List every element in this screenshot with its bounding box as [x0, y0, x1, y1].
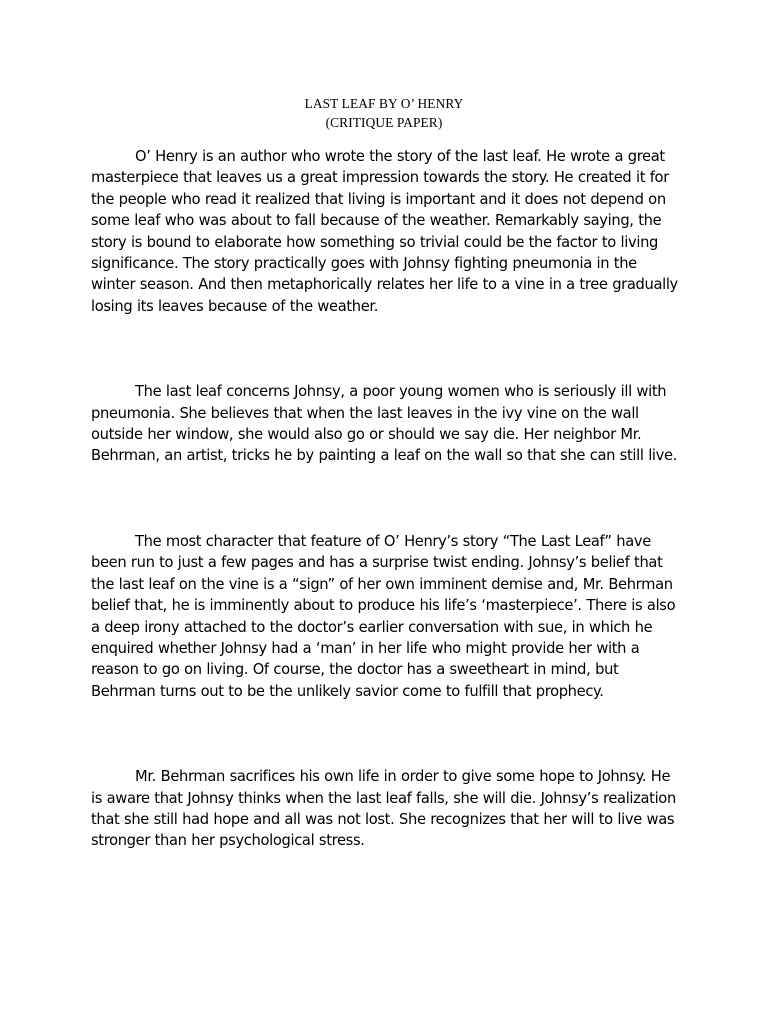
document-title: LAST LEAF BY O’ HENRY: [304, 96, 464, 111]
paragraph-4: Mr. Behrman sacrifices his own life in order to give some hope to Johnsy. He is aware that Johnsy thinks when the last leaf falls, she will die. Johnsy’s realization that she still had hope and all was not lost. She recognizes that her will to live was stronger than her psychological stress.: [91, 768, 676, 850]
title-block: [0, 94, 768, 132]
document-subtitle: (CRITIQUE PAPER): [325, 115, 443, 130]
paragraph-1: O’ Henry is an author who wrote the story of the last leaf. He wrote a great masterpiece that leaves us a great impression towards the story. He created it for the people who read it realized that living is important and it does not depend on some leaf who was about to fall because of the weather. Remarkably saying, the story is bound to elaborate how something so trivial could be the factor to living significance. The story practically goes with Johnsy fighting pneumonia in the winter season. And then metaphorically relates her life to a vine in a tree gradually losing its leaves because of the weather.: [91, 148, 678, 315]
paragraph-3: The most character that feature of O’ Henry’s story “The Last Leaf” have been run to just a few pages and has a surprise twist ending. Johnsy’s belief that the last leaf on the vine is a “sign” of her own imminent demise and, Mr. Behrman belief that, he is imminently about to produce his life’s ‘masterpiece’. There is also a deep irony attached to the doctor’s earlier conversation with sue, in which he enquired whether Johnsy had a ‘man’ in her life who might provide her with a reason to go on living. Of course, the doctor has a sweetheart in mind, but Behrman turns out to be the unlikely savior come to fulfill that prophecy.: [91, 532, 676, 700]
document-body: [91, 146, 683, 852]
paragraph-2: The last leaf concerns Johnsy, a poor young women who is seriously ill with pneumonia. She believes that when the last leaves in the ivy vine on the wall outside her window, she would also go or should we say die. Her neighbor Mr. Behrman, an artist, tricks he by painting a leaf on the wall so that she can still live.: [91, 383, 677, 465]
